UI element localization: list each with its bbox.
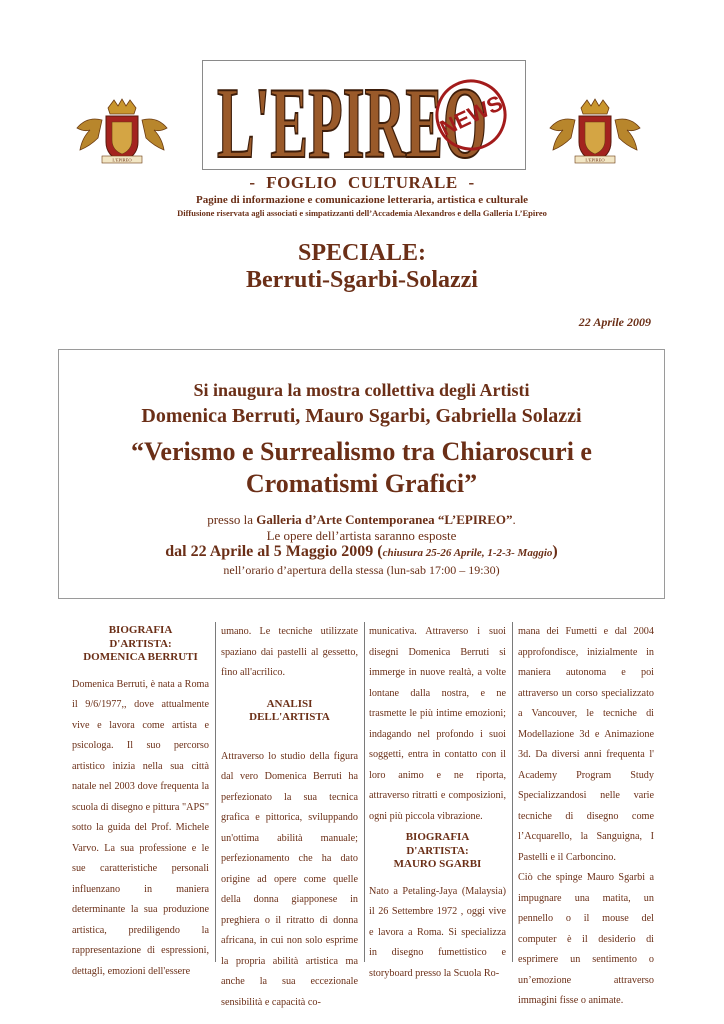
bio-heading-line3: DOMENICA BERRUTI [83,651,198,663]
bio-berruti-text: Domenica Berruti, è nata a Roma il 9/6/1977,, dove attualmente vive e lavora come artista e psicologa. Il suo percorso artistico inizia nella sua città natale nel 2003 dove frequenta la scuola di disegno e pittura "APS" sotto la guida del Prof. Michele Varvo. La sua professione e le sue caratteristiche personali influenzano in maniera determinante la sua produzione artistica, prediligendo la rappresentazione di espressioni, dettagli, emozioni dell'essere [72,678,209,977]
issue-date: 22 Aprile 2009 [578,315,651,329]
column-divider [364,622,365,962]
column-divider [215,622,216,962]
venue-suffix: . [512,512,516,527]
announce-intro: Si inaugura la mostra collettiva degli Artisti [193,380,530,400]
bio-sgarbi-text: Nato a Petaling-Jaya (Malaysia) il 26 Settembre 1972 , oggi vive e lavora a Roma. Si specializza in disegno fumettistico e storyboard presso la Scuola Ro- [369,885,506,979]
bio-berruti-heading [72,624,209,665]
svg-text:L'EPIREO: L'EPIREO [585,157,605,163]
venue-prefix: presso la [207,512,257,527]
special-heading [0,240,724,294]
svg-text:L'EPIREO: L'EPIREO [112,157,132,163]
works-note: Le opere dell’artista saranno esposte [266,528,457,543]
analysis-heading [221,698,358,725]
venue-line [59,512,664,528]
announce-artists: Domenica Berruti, Mauro Sgarbi, Gabriella Solazzi [141,405,582,427]
analysis-text: Attraverso lo studio della figura dal vero Domenica Berruti ha perfezionato la sua tecnica grafica e pittorica, sviluppando un'ottima abilità manuale; perfezionamento che ha dato origine ad opere come quelle della donna giapponese in preghiera o il ritratto di donna africana, in cui non solo esprime la propria abilità artistica ma anche la sua eccezionale sensibilità e capacità co- [221,750,358,1008]
venue-name: Galleria d’Arte Contemporanea “L’EPIREO” [256,512,513,527]
analysis-heading-line1: ANALISI [266,697,313,710]
dates-main: dal 22 Aprile al 5 Maggio 2009 ( [165,543,383,560]
subtitle: Pagine di informazione e comunicazione letteraria, artistica e culturale [195,194,529,206]
column-1 [72,622,209,977]
coat-of-arms-left [72,98,172,170]
bio-sgarbi-heading [369,831,506,872]
masthead-logo-image [203,61,525,169]
analysis-heading-line2: DELL'ARTISTA [249,711,330,723]
column-3 [369,622,506,979]
column-2 [221,622,358,1008]
column-4 [518,622,654,1006]
special-label: SPECIALE: [297,240,427,266]
special-names: Berruti-Sgarbi-Solazzi [246,267,478,293]
exhibition-dates [59,543,664,561]
svg-text:NEWS: NEWS [436,90,507,141]
bio-berruti-text-cont: umano. Le tecniche utilizzate spaziano dai pastelli al gessetto, fino all'acrilico. [221,626,358,678]
exhibition-announcement [58,349,665,599]
dates-close: ) [552,543,558,560]
column-divider [512,622,513,962]
bio-sgarbi-heading-line1: BIOGRAFIA [405,831,470,843]
exhibition-title [59,436,664,500]
sgarbi-motivation-text: Ciò che spinge Mauro Sgarbi a impugnare una matita, un pennello o il mouse del computer è il desiderio di esprimere un sentimento o un’emozione attraverso immagini fisse o animate. [518,872,654,1006]
closure-dates: chiusura 25-26 Aprile, 1-2-3- Maggio [382,547,553,559]
bio-sgarbi-text-cont: mana dei Fumetti e dal 2004 approfondisce, inizialmente in maniera autonoma e poi attraverso un corso specializzato a Vancouver, le tecniche di Modellazione 3d e Animazione 3d. Da diversi anni frequenta l' Academy Program Study Specializzandosi nelle varie tecniche di disegno come l’Acquarello, la Sanguigna, I Pastelli e il Carboncino. [518,626,654,863]
bio-heading-line2: D'ARTISTA: [109,637,172,650]
analysis-text-cont: municativa. Attraverso i suoi disegni Domenica Berruti si immerge in nuove realtà, a volte lontane dalla nostra, e ne trasmette le più intime emozioni; indagando nel profondo i suoi soggetti, entra in contatto con il loro animo e ne riporta, attraverso ritratti e composizioni, ogni più piccola vibrazione. [369,626,506,822]
exhibition-title-line2: Cromatismi Grafici” [245,469,478,498]
svg-text:L'EPIREO: L'EPIREO [217,67,487,169]
bio-heading-line1: BIOGRAFIA [108,624,173,636]
distribution-note: Diffusione riservata agli associati e simpatizzanti dell’Accademia Alexandros e della Galleria L’Epireo [177,208,547,218]
masthead-logo [202,60,526,170]
opening-hours: nell’orario d’apertura della stessa (lun-sab 17:00 – 19:30) [223,563,500,577]
coat-of-arms-right [545,98,645,170]
bio-sgarbi-heading-line2: D'ARTISTA: [406,844,469,857]
foglio-culturale: - FOGLIO CULTURALE - [249,173,475,192]
bio-sgarbi-heading-line3: MAURO SGARBI [393,858,482,870]
exhibition-title-line1: “Verismo e Surrealismo tra Chiaroscuri e [131,437,592,466]
